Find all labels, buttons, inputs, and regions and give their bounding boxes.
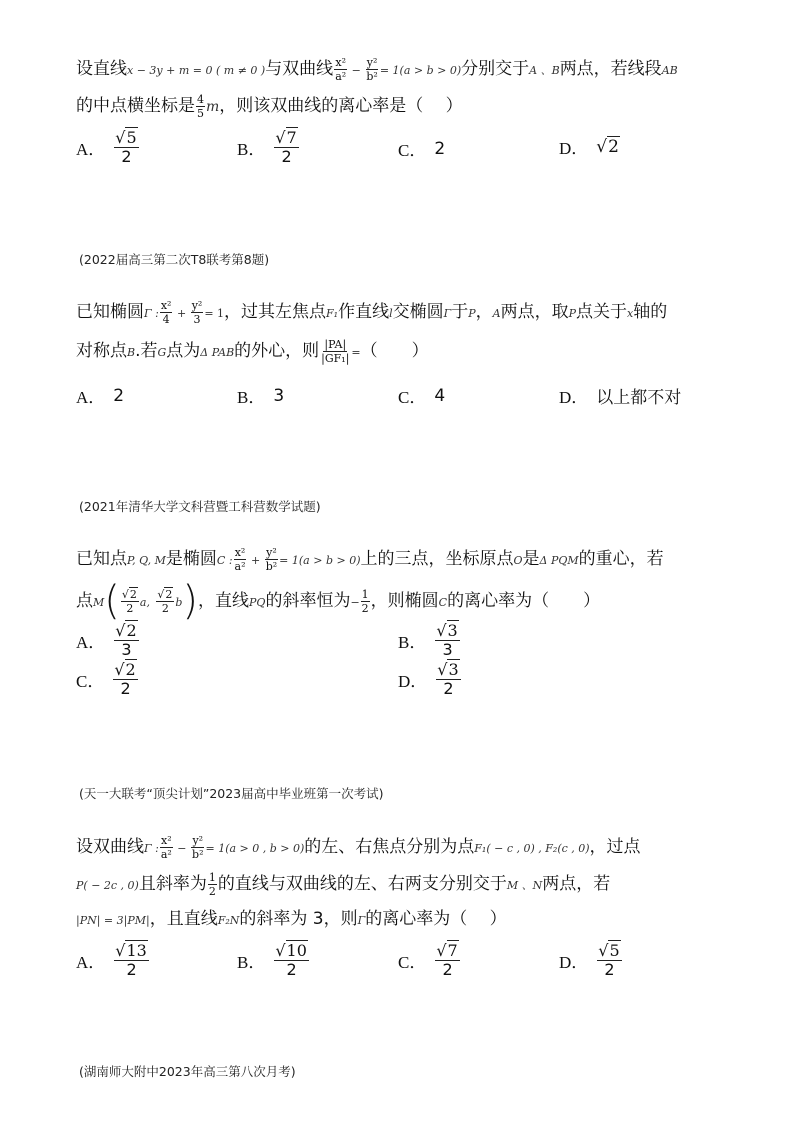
- q2-text: 交椭圆: [392, 302, 444, 322]
- q4-condition: = 1(a > 0 , b > 0): [205, 842, 305, 855]
- q4-slope: [208, 872, 217, 897]
- option-value: 2: [434, 138, 446, 159]
- q3-text: 的离心率为（ ）: [447, 591, 601, 611]
- option-value: $\frac{√3}{3}$: [436, 621, 458, 659]
- q3-text: 的重心，若: [578, 549, 664, 569]
- numerator: y²: [191, 298, 203, 312]
- q3-option-c[interactable]: [76, 662, 139, 697]
- denominator: 2: [121, 147, 132, 166]
- q2-frac-x: [160, 300, 173, 325]
- q4-text: 的左、右焦点分别为点: [304, 837, 475, 857]
- q4-text: 的斜率为 3，则: [239, 909, 358, 929]
- q2-text: 点关于: [576, 302, 628, 322]
- denominator: 2: [443, 679, 454, 698]
- option-value: $\frac{√13}{2}$: [115, 941, 147, 979]
- source-note: (湖南师大附中2023年高三第八次月考): [79, 1064, 296, 1079]
- q4-line-3: [76, 906, 507, 934]
- q4-text: ，且直线: [149, 909, 218, 929]
- denominator: 2: [361, 601, 369, 615]
- q3-line-1: 已知点P, Q, M是椭圆C : $\frac{\text{x²}}{\text{a²}}$ + $\frac{\text{y²}}{\text{b²}}$ = 1(a > b > 0)上的三点，坐标原点O是Δ PQM的重心，若: [76, 545, 664, 573]
- q1-text: 两点，若线段: [559, 59, 662, 79]
- option-label: C．: [398, 953, 427, 972]
- option-label: D．: [559, 953, 589, 972]
- option-value: $\frac{√2}{3}$: [115, 621, 137, 659]
- q2-line-1: 已知椭圆Γ : $\frac{\text{x²}}{4}$ + $\frac{\text{y²}}{3}$ = 1，过其左焦点F₁作直线l交椭圆Γ于P，A两点，取P点关于x轴的: [76, 298, 668, 326]
- denominator: 3: [442, 640, 453, 659]
- option-value: $\frac{√2}{2}$: [114, 660, 136, 698]
- q1-text: ，则该双曲线的离心率是（ ）: [219, 96, 463, 116]
- q4-condition: |PN| = 3|PM|: [76, 914, 150, 927]
- denominator: 2: [442, 960, 453, 979]
- q2-eq: =: [351, 346, 361, 359]
- option-label: C．: [76, 672, 105, 691]
- q3-pq: PQ: [249, 596, 266, 609]
- denominator: 3: [193, 312, 201, 326]
- q2-option-d[interactable]: [559, 383, 681, 408]
- source-note: (2021年清华大学文科营暨工科营数学试题): [79, 499, 321, 514]
- radicand: 7: [447, 941, 458, 960]
- option-value: $\frac{√3}{2}$: [437, 660, 459, 698]
- q1-line-equation: x − 3y + m = 0 ( m ≠ 0 ): [127, 64, 266, 77]
- numerator: 4: [197, 92, 204, 106]
- q2-text: 已知椭圆: [76, 302, 144, 322]
- q3-points: P, Q, M: [127, 554, 166, 567]
- numerator: y²: [192, 833, 204, 847]
- q4-f2n: F₂N: [217, 914, 240, 927]
- q4-points: M 、N: [506, 879, 543, 892]
- q4-frac-x: [160, 835, 173, 860]
- q4-option-b[interactable]: [237, 943, 310, 978]
- q1-frac-x: [334, 57, 347, 82]
- q2-text: 两点，取: [500, 302, 569, 322]
- source-note: (2022届高三第二次T8联考第8题): [79, 252, 270, 267]
- q1-option-b[interactable]: [237, 130, 300, 165]
- q1-option-c[interactable]: [398, 136, 445, 161]
- q2-option-c[interactable]: [398, 383, 445, 408]
- q4-text: 设双曲线: [76, 837, 144, 857]
- q2-a: A: [492, 307, 501, 320]
- option-label: C．: [398, 388, 427, 407]
- q1-text: 设直线: [76, 59, 127, 79]
- option-value: $\frac{√5}{2}$: [598, 941, 620, 979]
- q1-option-a[interactable]: [76, 130, 140, 165]
- q2-text: 对称点: [76, 341, 127, 361]
- q2-text: ，过其左焦点: [224, 302, 327, 322]
- option-label: D．: [559, 139, 589, 158]
- denominator: b²: [366, 69, 378, 83]
- q3-option-b[interactable]: [398, 623, 461, 658]
- option-label: A．: [76, 388, 106, 407]
- q2-gamma: Γ: [443, 307, 452, 320]
- q1-points: A 、B: [529, 64, 560, 77]
- q2-g: G: [157, 346, 167, 359]
- q2-option-b[interactable]: [237, 383, 284, 408]
- numerator: x²: [234, 545, 246, 559]
- q1-m: m: [206, 99, 220, 115]
- q3-text: 是椭圆: [165, 549, 217, 569]
- q3-coord-x: $\frac{√2}{2}$: [121, 587, 137, 615]
- denominator: 3: [121, 640, 132, 659]
- numerator: x²: [161, 833, 172, 847]
- q3-option-d[interactable]: [398, 662, 462, 697]
- q4-line-2: [76, 871, 610, 899]
- q1-frac-4-5: [196, 94, 205, 119]
- denominator: |GF₁|: [321, 351, 350, 365]
- q2-l: l: [389, 307, 393, 320]
- radicand: 7: [286, 128, 297, 147]
- q3-m: M: [93, 596, 105, 609]
- q2-gamma: Γ :: [144, 307, 159, 320]
- option-label: D．: [398, 672, 428, 691]
- radicand: 3: [447, 621, 458, 640]
- radicand: 2: [608, 136, 619, 157]
- radicand: 3: [448, 660, 459, 679]
- q3-coord-y: $\frac{√2}{2}$: [157, 587, 173, 615]
- option-value: 以上都不对: [596, 388, 682, 408]
- denominator: 2: [126, 960, 137, 979]
- option-value: $\frac{√10}{2}$: [275, 941, 307, 979]
- option-label: B．: [237, 140, 266, 159]
- q2-triangle: Δ PAB: [200, 346, 235, 359]
- q4-point-p: P( − 2c , 0): [76, 879, 139, 892]
- q3-text: ，则椭圆: [370, 591, 439, 611]
- q2-frac-y: [191, 300, 204, 325]
- radicand: 5: [609, 941, 620, 960]
- option-value: 2: [113, 385, 125, 406]
- q2-text: （ ）: [360, 341, 429, 361]
- q3-frac-x: [234, 547, 247, 572]
- q4-frac-y: [191, 835, 204, 860]
- q2-p: P: [568, 307, 577, 320]
- q2-line-2: [76, 338, 429, 366]
- denominator: a²: [234, 559, 246, 573]
- numerator: x²: [160, 298, 172, 312]
- option-label: D．: [559, 388, 589, 407]
- q3-line-2: 点M( $\frac{√2}{2}$ a, $\frac{√2}{2}$ b)，直线PQ的斜率恒为− $\frac{1}{2}$ ，则椭圆C的离心率为（ ）: [76, 578, 601, 624]
- option-label: A．: [76, 140, 106, 159]
- q2-text: 于: [451, 302, 469, 322]
- q3-c: C: [438, 596, 448, 609]
- radicand: 2: [165, 587, 173, 601]
- option-label: B．: [237, 953, 266, 972]
- q2-text: 作直线: [338, 302, 390, 322]
- denominator: b²: [265, 559, 278, 573]
- denominator: 2: [208, 884, 216, 898]
- q3-b: b: [175, 596, 183, 609]
- q3-neg: −: [350, 596, 360, 609]
- denominator: 2: [120, 679, 131, 698]
- q1-line-2: [76, 93, 463, 120]
- radicand: 10: [286, 941, 307, 960]
- q3-frac-y: [265, 547, 278, 572]
- q3-a: a,: [139, 596, 150, 609]
- radicand: 5: [126, 128, 137, 147]
- numerator: 1: [208, 870, 216, 884]
- q3-slope: [361, 589, 370, 614]
- q1-frac-y: [365, 57, 378, 82]
- q1-line-1: 设直线x − 3y + m = 0 ( m ≠ 0 )与双曲线 $\frac{\text{x²}}{\text{a²}}$ − $\frac{\text{y²}}{\text{b²}}$ = 1(a > b > 0)分别交于A 、B两点，若线段AB: [76, 55, 678, 83]
- denominator: a²: [335, 69, 347, 83]
- q3-text: 上的三点，坐标原点: [360, 549, 514, 569]
- q4-gamma: Γ :: [144, 842, 159, 855]
- denominator: 5: [197, 106, 204, 120]
- numerator: y²: [366, 55, 378, 69]
- q4-text: 的直线与双曲线的左、右两支分别交于: [217, 874, 507, 894]
- option-label: C．: [398, 141, 427, 160]
- q2-text: 点为: [166, 341, 201, 361]
- numerator: 1: [361, 587, 369, 601]
- source-note: (天一大联考“顶尖计划”2023届高中毕业班第一次考试): [79, 786, 384, 801]
- q4-text: 的离心率为（ ）: [365, 909, 507, 929]
- q2-p: P: [468, 307, 476, 320]
- option-label: A．: [76, 953, 106, 972]
- q3-text: 已知点: [76, 549, 127, 569]
- radicand: 13: [126, 941, 147, 960]
- option-label: B．: [237, 388, 266, 407]
- numerator: |PA|: [324, 337, 347, 351]
- q3-triangle: Δ PQM: [539, 554, 579, 567]
- option-value: 4: [434, 385, 446, 406]
- denominator: 2: [604, 960, 615, 979]
- q3-text: 点: [76, 591, 93, 611]
- q4-text: 两点，若: [542, 874, 611, 894]
- q4-option-c[interactable]: [398, 943, 461, 978]
- q2-eq: = 1: [204, 307, 225, 320]
- q1-text: 分别交于: [461, 59, 530, 79]
- option-value: $\frac{√5}{2}$: [115, 128, 137, 166]
- option-value: √2: [596, 136, 619, 157]
- numerator: y²: [266, 545, 277, 559]
- q2-x: x: [627, 307, 634, 320]
- q2-text: .若: [135, 341, 158, 361]
- q1-option-d[interactable]: [559, 134, 620, 159]
- radicand: 2: [125, 660, 136, 679]
- denominator: a²: [160, 847, 172, 861]
- q4-gamma: Γ: [357, 914, 366, 927]
- option-value: $\frac{√7}{2}$: [436, 941, 458, 979]
- q3-o: O: [513, 554, 523, 567]
- q3-text: 是: [522, 549, 540, 569]
- option-value: 3: [273, 385, 285, 406]
- q2-b: B: [127, 346, 136, 359]
- q1-hyperbola-condition: = 1(a > b > 0): [379, 64, 462, 77]
- option-label: B．: [398, 633, 427, 652]
- q2-text: ，: [475, 302, 493, 322]
- q2-f1: F₁: [326, 307, 339, 320]
- q3-text: 的斜率恒为: [265, 591, 351, 611]
- q4-foci: F₁( − c , 0) , F₂(c , 0): [474, 842, 590, 855]
- q1-segment: AB: [661, 64, 678, 77]
- q4-option-a[interactable]: [76, 943, 150, 978]
- numerator: x²: [335, 55, 346, 69]
- denominator: 2: [281, 147, 292, 166]
- q1-text: 与双曲线: [265, 59, 334, 79]
- denominator: 2: [286, 960, 297, 979]
- q3-text: ，直线: [198, 591, 250, 611]
- q4-text: ，过点: [589, 837, 641, 857]
- denominator: b²: [192, 847, 204, 861]
- denominator: 4: [162, 312, 170, 326]
- q4-line-1: 设双曲线Γ : $\frac{\text{x²}}{\text{a²}}$ − $\frac{\text{y²}}{\text{b²}}$ = 1(a > 0 , b > 0)的左、右焦点分别为点F₁( − c , 0) , F₂(c , 0)，过点: [76, 833, 641, 861]
- denominator: 2: [126, 601, 134, 615]
- q2-text: 轴的: [633, 302, 668, 322]
- q2-ratio: [320, 339, 350, 364]
- q2-text: 的外心，则: [234, 341, 320, 361]
- option-value: $\frac{√7}{2}$: [275, 128, 297, 166]
- q3-option-a[interactable]: [76, 623, 140, 658]
- denominator: 2: [161, 601, 169, 615]
- q4-text: 且斜率为: [138, 874, 207, 894]
- q4-option-d[interactable]: [559, 943, 623, 978]
- radicand: 2: [126, 621, 137, 640]
- q1-text: 的中点横坐标是: [76, 96, 195, 116]
- q3-condition: = 1(a > b > 0): [279, 554, 361, 567]
- radicand: 2: [129, 587, 137, 601]
- q3-c: C :: [216, 554, 233, 567]
- option-label: A．: [76, 633, 106, 652]
- q2-option-a[interactable]: [76, 383, 124, 408]
